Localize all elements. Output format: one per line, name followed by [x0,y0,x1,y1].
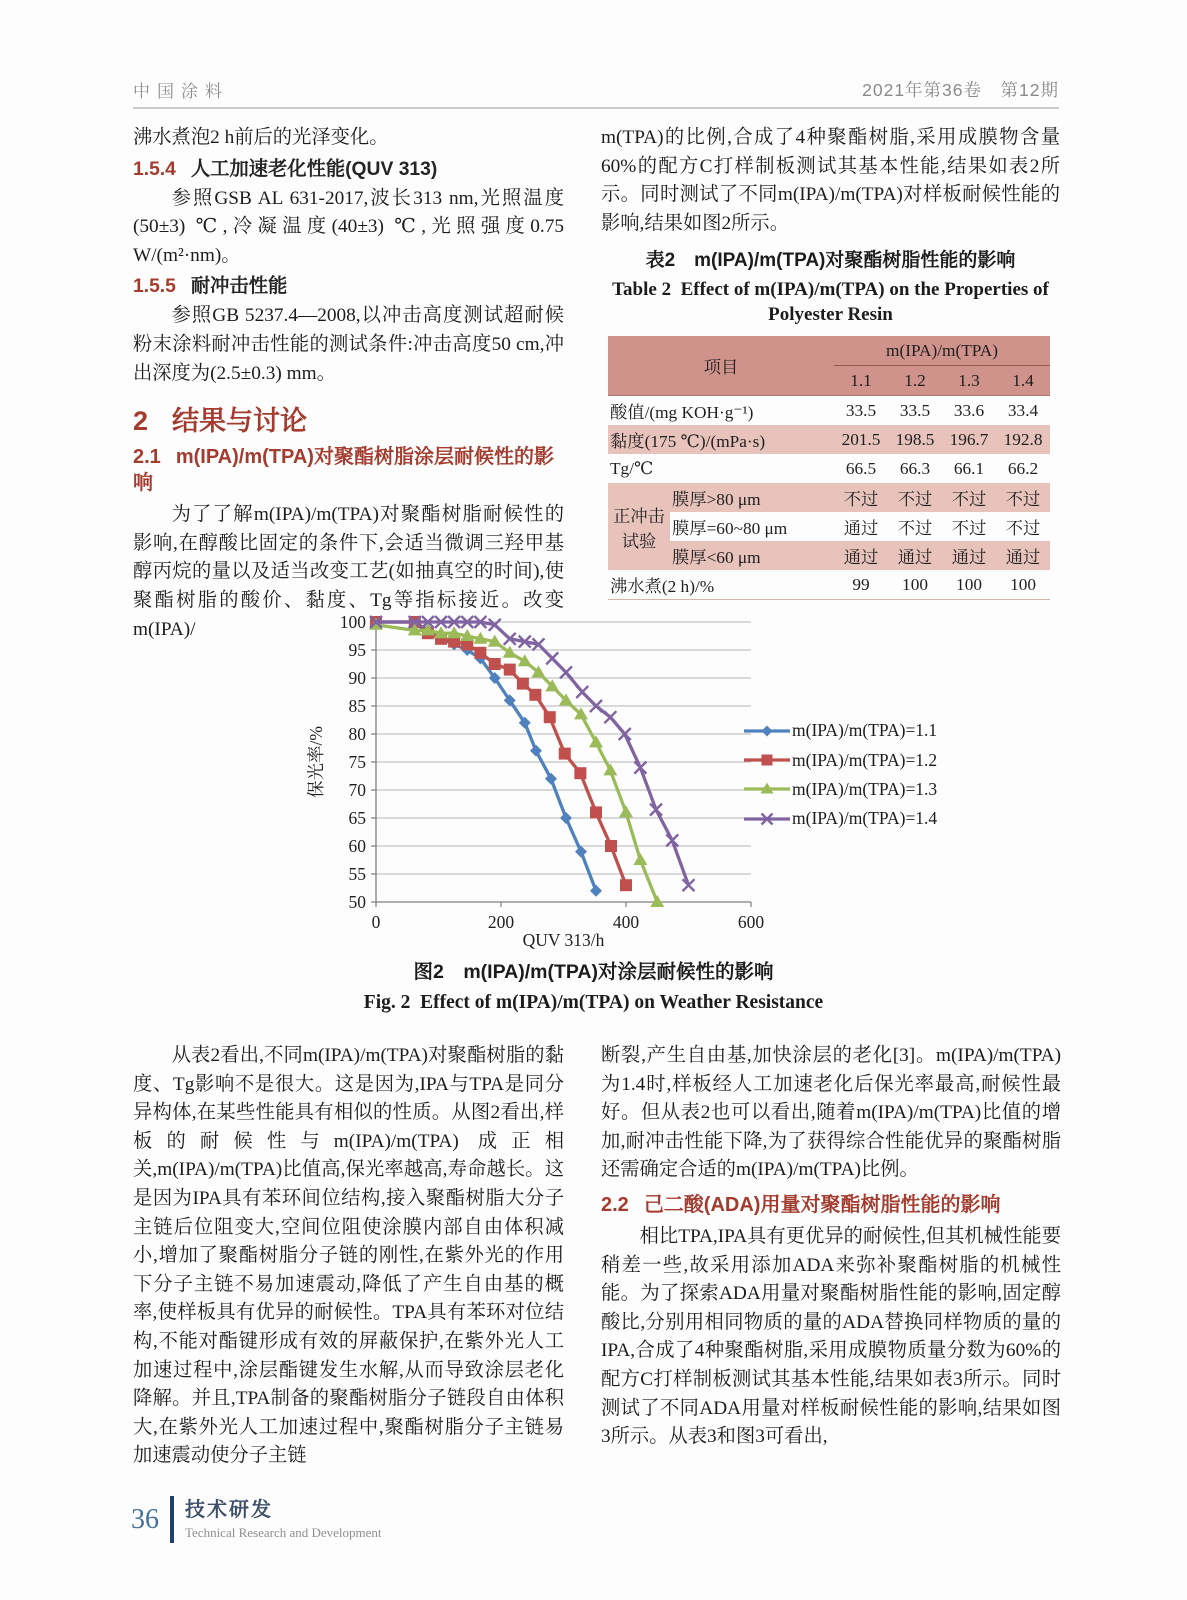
series-marker [560,812,572,824]
series-marker [544,711,556,723]
cell-value: 66.2 [1007,458,1039,478]
right-column-top [601,124,1060,600]
series-marker [517,678,529,690]
row-label: 膜厚<60 μm [670,541,834,570]
paragraph: 从表2看出,不同m(IPA)/m(TPA)对聚酯树脂的黏度、Tg影响不是很大。这是因为,IPA与TPA是同分异构体,在某些性能具有相似的性质。从图2看出,样板的耐候性与m(IPA)/m(TPA) 成正相关,m(IPA)/m(TPA)比值高,保光率越高,寿命越长。这是因为IPA具有苯环间位结构,接入聚酯树脂大分子主链后位阻变大,空间位阻使涂膜内部自由体积减小,增加了聚酯树脂分子链的刚性,在紫外光的作用下分子主链不易加速震动,降低了产生自由基的概率,使样板具有优异的耐候性。TPA具有苯环对位结构,不能对酯键形成有效的屏蔽保护,在紫外光人工加速过程中,涂层酯键发生水解,从而导致涂层老化降解。并且,TPA制备的聚酯树脂分子链段自由体积大,在紫外光人工加速过程中,聚酯树脂分子主链易加速震动使分子主链 [133,1045,564,1467]
cell-value: 33.5 [845,400,877,420]
series-marker [575,846,587,858]
y-tick-label: 95 [348,640,366,660]
cell-value: 198.5 [888,425,942,454]
series-marker [530,745,542,757]
table-header-row [608,336,1050,366]
series-marker [590,885,602,897]
cell-value: 通过 [942,541,996,570]
y-tick-label: 85 [348,696,366,716]
cell-value: 201.5 [834,425,888,454]
footer-section [185,1499,382,1541]
x-tick-label: 0 [371,912,381,932]
series-4-markers [370,616,695,891]
y-tick-label: 90 [348,668,366,688]
legend-item-2 [744,745,937,774]
series-marker [545,773,557,785]
y-tick-label: 100 [339,612,366,632]
ratio-group-header: m(IPA)/m(TPA) [834,336,1050,366]
figure2-caption-zh: 图2 m(IPA)/m(TPA)对涂层耐候性的影响 [413,961,774,983]
paragraph-continuation: m(TPA)的比例,合成了4种聚酯树脂,采用成膜物含量60%的配方C打样制板测试其基本性能,结果如表2所示。同时测试了不同m(IPA)/m(TPA)对样板耐候性能的影响,结果如图2所示。 [601,127,1060,234]
left-column-top [133,124,564,644]
ratio-header: 1.3 [942,366,996,396]
series-marker [546,652,558,664]
section-2-heading [133,405,564,437]
y-tick-label: 65 [348,808,366,828]
series-marker [560,666,572,678]
heading-1-5-5 [133,273,564,300]
series-marker [529,689,541,701]
series-2-markers [370,616,632,891]
table2-caption-en: Table 2 Effect of m(IPA)/m(TPA) on the Properties of Polyester Resin [612,279,1049,326]
heading-text: m(IPA)/m(TPA)对聚酯树脂涂层耐候性的影响 [133,446,554,495]
series-marker [559,748,571,760]
ratio-header: 1.1 [834,366,888,396]
table2-caption-zh: 表2 m(IPA)/m(TPA)对聚酯树脂性能的影响 [645,250,1016,272]
right-column-bottom [601,1042,1061,1452]
cell-value: 100 [956,574,982,594]
weather-chart-plot [288,588,1088,960]
cell-value: 66.1 [953,458,985,478]
cell-value: 不过 [897,519,933,539]
series-marker [504,664,516,676]
row-label: 沸水煮(2 h)/% [610,577,715,597]
series-marker [576,686,588,698]
item-column-header: 项目 [608,336,834,396]
x-marker-icon [744,811,790,827]
legend-label: m(IPA)/m(TPA)=1.1 [792,720,938,741]
legend-item-1 [744,716,937,745]
page-number: 36 [131,1503,159,1535]
row-label: 黏度(175 ℃)/(mPa·s) [608,425,834,454]
table-row [608,541,1050,570]
series-marker [589,735,603,747]
legend-label: m(IPA)/m(TPA)=1.3 [792,778,938,799]
cell-value: 33.6 [953,400,985,420]
chart-legend [744,716,937,834]
cell-value: 不过 [942,483,996,512]
heading-text: 耐冲击性能 [190,276,288,298]
table-row [608,483,1050,512]
section-2-2-heading [601,1192,1061,1218]
row-label: 酸值/(mg KOH·g⁻¹) [610,403,754,423]
cell-value: 不过 [996,483,1050,512]
ratio-header: 1.4 [996,366,1050,396]
figure2-caption-en: Fig. 2 Effect of m(IPA)/m(TPA) on Weather Resistance [363,992,824,1013]
series-marker [633,853,647,865]
issue-info: 2021年第36卷 第12期 [862,80,1059,100]
table2-head [608,336,1050,396]
heading-text: 结果与讨论 [172,406,308,437]
series-marker [603,763,617,775]
series-marker [604,711,616,723]
left-column-bottom [133,1042,564,1471]
footer-divider-bar [170,1496,174,1543]
heading-number: 1.5.4 [133,158,176,180]
ratio-header: 1.2 [888,366,942,396]
table-row [608,396,1050,426]
page-header [133,72,1059,109]
y-tick-label: 60 [348,836,366,856]
y-tick-label: 70 [348,780,366,800]
y-tick-label: 80 [348,724,366,744]
series-marker [620,879,632,891]
paragraph: 参照GSB AL 631-2017,波长313 nm,光照温度(50±3) ℃,冷凝温度(40±3) ℃,光照强度0.75 W/(m²·nm)。 [133,187,564,266]
cell-value: 100 [1010,574,1036,594]
table-row [608,454,1050,483]
table2-body [608,396,1050,600]
series-marker [650,895,664,907]
section-2-1-heading [133,444,564,496]
series-marker [574,767,586,779]
legend-item-4 [744,804,937,833]
cell-value: 196.7 [942,425,996,454]
cell-value: 通过 [834,541,888,570]
cell-value: 不过 [888,483,942,512]
paragraph: 为了了解m(IPA)/m(TPA)对聚酯树脂耐候性的影响,在醇酸比固定的条件下,会适当微调三羟甲基醇丙烷的量以及适当改变工艺(如抽真空的时间),使聚酯树脂的酸价、黏度、Tg等指标接近。改变m(IPA)/ [133,504,564,640]
cell-value: 通过 [888,541,942,570]
cell-value: 192.8 [996,425,1050,454]
cell-value: 66.3 [899,458,931,478]
x-axis-title: QUV 313/h [522,930,605,950]
heading-text: 人工加速老化性能(QUV 313) [190,158,438,180]
series-marker [590,806,602,818]
y-tick-label: 75 [348,752,366,772]
paragraph: 相比TPA,IPA具有更优异的耐候性,但其机械性能要稍差一些,故采用添加ADA来弥补聚酯树脂的机械性能。为了探索ADA用量对聚酯树脂性能的影响,固定醇酸比,分别用相同物质的量的ADA替换同样物质的量的IPA,合成了4种聚酯树脂,采用成膜物质量分数为60%的配方C打样制板测试其基本性能,结果如表3所示。同时测试了不同ADA用量对样板耐候性能的影响,结果如图3所示。从表3和图3可看出, [601,1225,1061,1448]
triangle-marker-icon [744,781,790,797]
row-label: 膜厚>80 μm [670,483,834,512]
legend-label: m(IPA)/m(TPA)=1.4 [792,808,938,829]
figure2-chart [288,588,1088,960]
table-row [608,425,1050,454]
paragraph: 参照GB 5237.4—2008,以冲击高度测试超耐候粉末涂料耐冲击性能的测试条件:冲击高度50 cm,冲出深度为(2.5±0.3) mm。 [133,305,564,384]
cell-value: 99 [852,574,870,594]
paragraph-continuation: 断裂,产生自由基,加快涂层的老化[3]。m(IPA)/m(TPA)为1.4时,样板经人工加速老化后保光率最高,耐候性最好。但从表2也可以看出,随着m(IPA)/m(TPA)比值的增加,耐冲击性能下降,为了获得综合性能优异的聚酯树脂还需确定合适的m(IPA)/m(TPA)比例。 [601,1045,1061,1181]
cell-value: 通过 [996,541,1050,570]
cell-value: 33.4 [1007,400,1039,420]
legend-item-3 [744,775,937,804]
series-marker [619,805,633,817]
page-footer [131,1496,382,1543]
y-tick-label: 50 [348,892,366,912]
x-tick-label: 400 [612,912,640,932]
heading-1-5-4 [133,156,564,183]
cell-value: 不过 [1005,519,1041,539]
cell-value: 100 [902,574,928,594]
table2-caption [601,248,1060,327]
table-row [608,512,1050,541]
cell-value: 通过 [843,519,879,539]
table2 [608,336,1050,600]
footer-section-zh: 技术研发 [185,1498,273,1521]
row-label: Tg/℃ [610,458,654,478]
cell-value: 33.5 [899,400,931,420]
heading-number: 2.1 [133,446,161,469]
row-label: 膜厚=60~80 μm [672,519,788,539]
heading-text: 己二酸(ADA)用量对聚酯树脂性能的影响 [643,1193,1001,1216]
row-group-label: 正冲击试验 [608,483,670,570]
y-axis-title: 保光率/% [306,726,326,798]
x-tick-label: 600 [737,912,765,932]
cell-value: 不过 [951,519,987,539]
journal-name: 中国涂料 [133,82,229,101]
legend-label: m(IPA)/m(TPA)=1.2 [792,749,938,770]
series-marker [762,725,773,736]
series-marker [762,755,773,766]
footer-section-en: Technical Research and Development [185,1524,382,1540]
x-tick-label: 200 [487,912,515,932]
series-marker [489,658,501,670]
heading-number: 2 [133,406,149,437]
series-marker [474,647,486,659]
square-marker-icon [744,752,790,768]
heading-number: 2.2 [601,1193,629,1216]
paragraph-continuation: 沸水煮泡2 h前后的光泽变化。 [133,127,389,148]
series-marker [605,840,617,852]
diamond-marker-icon [744,723,790,739]
y-tick-label: 55 [348,864,366,884]
figure2-caption [0,960,1187,1015]
cell-value: 66.5 [845,458,877,478]
cell-value: 不过 [834,483,888,512]
heading-number: 1.5.5 [133,276,176,298]
